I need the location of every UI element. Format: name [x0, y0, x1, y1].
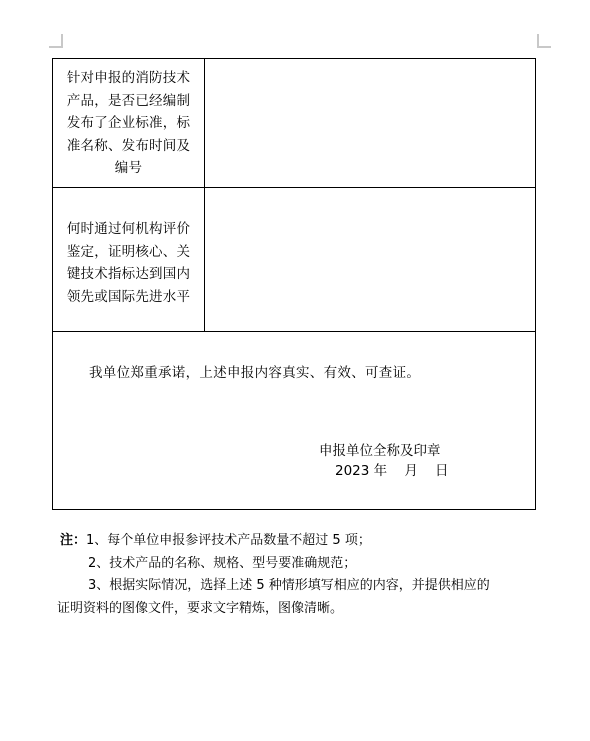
- notes-section: [57, 530, 545, 620]
- label-line: 编号: [114, 160, 143, 176]
- note-item-3: 3、根据实际情况，选择上述 5 种情形填写相应的内容，并提供相应的: [88, 578, 490, 593]
- label-line: 键技术指标达到国内: [66, 266, 191, 282]
- crop-mark-top-right: [537, 34, 551, 48]
- evaluation-field[interactable]: [205, 188, 535, 331]
- label-line: 何时通过何机构评价: [66, 221, 191, 237]
- row-divider: [53, 331, 535, 332]
- enterprise-standard-field[interactable]: [205, 59, 535, 187]
- pledge-statement: 我单位郑重承诺，上述申报内容真实、有效、可查证。: [89, 365, 421, 381]
- enterprise-standard-label: [53, 67, 204, 180]
- note-text: 1、每个单位申报参评技术产品数量不超过 5 项；: [86, 533, 371, 548]
- note-item-3-continued: 证明资料的图像文件，要求文字精炼，图像清晰。: [57, 600, 344, 616]
- note-item-2: 2、技术产品的名称、规格、型号要准确规范；: [88, 555, 357, 571]
- label-line: 鉴定，证明核心、关: [66, 243, 191, 260]
- label-line: 领先或国际先进水平: [66, 288, 191, 305]
- signature-label: 申报单位全称及印章: [319, 443, 441, 459]
- application-form-table: [52, 58, 536, 510]
- crop-mark-top-left: [49, 34, 63, 48]
- label-line: 针对申报的消防技术: [66, 70, 191, 86]
- signature-block: [319, 441, 448, 481]
- note-item-1: [60, 530, 545, 553]
- notes-prefix: 注：: [60, 533, 87, 548]
- date-line: 2023 年 月 日: [335, 463, 449, 479]
- label-line: 准名称、发布时间及: [66, 137, 191, 154]
- evaluation-label: [53, 218, 204, 308]
- label-line: 产品，是否已经编制: [66, 92, 191, 109]
- label-line: 发布了企业标准，标: [66, 115, 191, 131]
